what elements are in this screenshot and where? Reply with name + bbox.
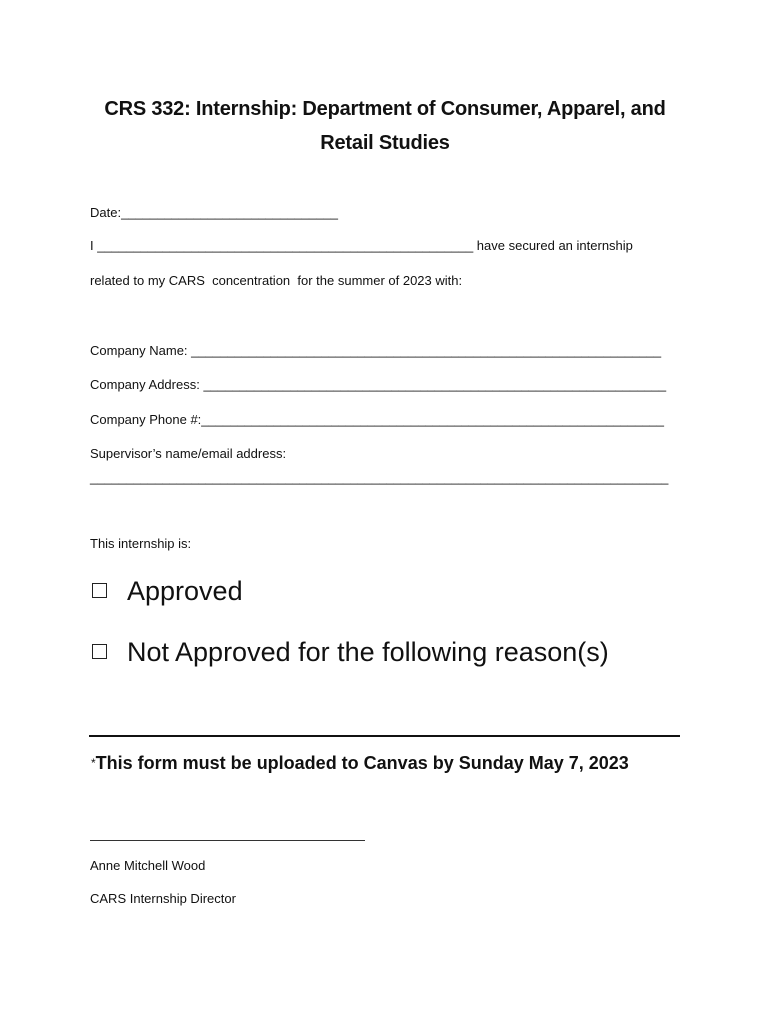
notice-text: This form must be uploaded to Canvas by Sunday May 7, 2023 bbox=[95, 753, 629, 773]
asterisk: * bbox=[91, 756, 96, 770]
approved-label: Approved bbox=[127, 576, 243, 606]
title-line-2: Retail Studies bbox=[320, 132, 450, 154]
company-name-field[interactable]: Company Name: _________________________________________________________________ bbox=[90, 343, 662, 358]
signature-line[interactable] bbox=[90, 840, 365, 841]
signer-name: Anne Mitchell Wood bbox=[90, 858, 206, 873]
signer-role: CARS Internship Director bbox=[90, 891, 236, 906]
upload-deadline-notice bbox=[91, 751, 629, 775]
statement-line-2: related to my CARS concentration for the summer of 2023 with: bbox=[90, 273, 463, 288]
not-approved-label: Not Approved for the following reason(s) bbox=[127, 637, 609, 667]
company-address-field[interactable]: Company Address: ________________________________________________________________ bbox=[90, 377, 667, 392]
date-field[interactable]: Date:______________________________ bbox=[90, 205, 338, 220]
approved-checkbox[interactable] bbox=[92, 583, 107, 598]
not-approved-checkbox[interactable] bbox=[92, 644, 107, 659]
not-approved-option[interactable] bbox=[92, 636, 609, 668]
section-divider bbox=[89, 735, 680, 737]
company-phone-field[interactable]: Company Phone #:________________________________________________________________ bbox=[90, 412, 665, 427]
title-line-1: CRS 332: Internship: Department of Consumer, Apparel, and bbox=[104, 98, 666, 120]
supervisor-label: Supervisor’s name/email address: bbox=[90, 446, 287, 461]
statement-line-1: I ____________________________________________________ have secured an internship bbox=[90, 238, 633, 253]
document-title bbox=[80, 92, 690, 160]
approved-option[interactable] bbox=[92, 575, 243, 607]
approval-label: This internship is: bbox=[90, 536, 192, 551]
supervisor-field[interactable]: ________________________________________________________________________________ bbox=[90, 470, 669, 485]
